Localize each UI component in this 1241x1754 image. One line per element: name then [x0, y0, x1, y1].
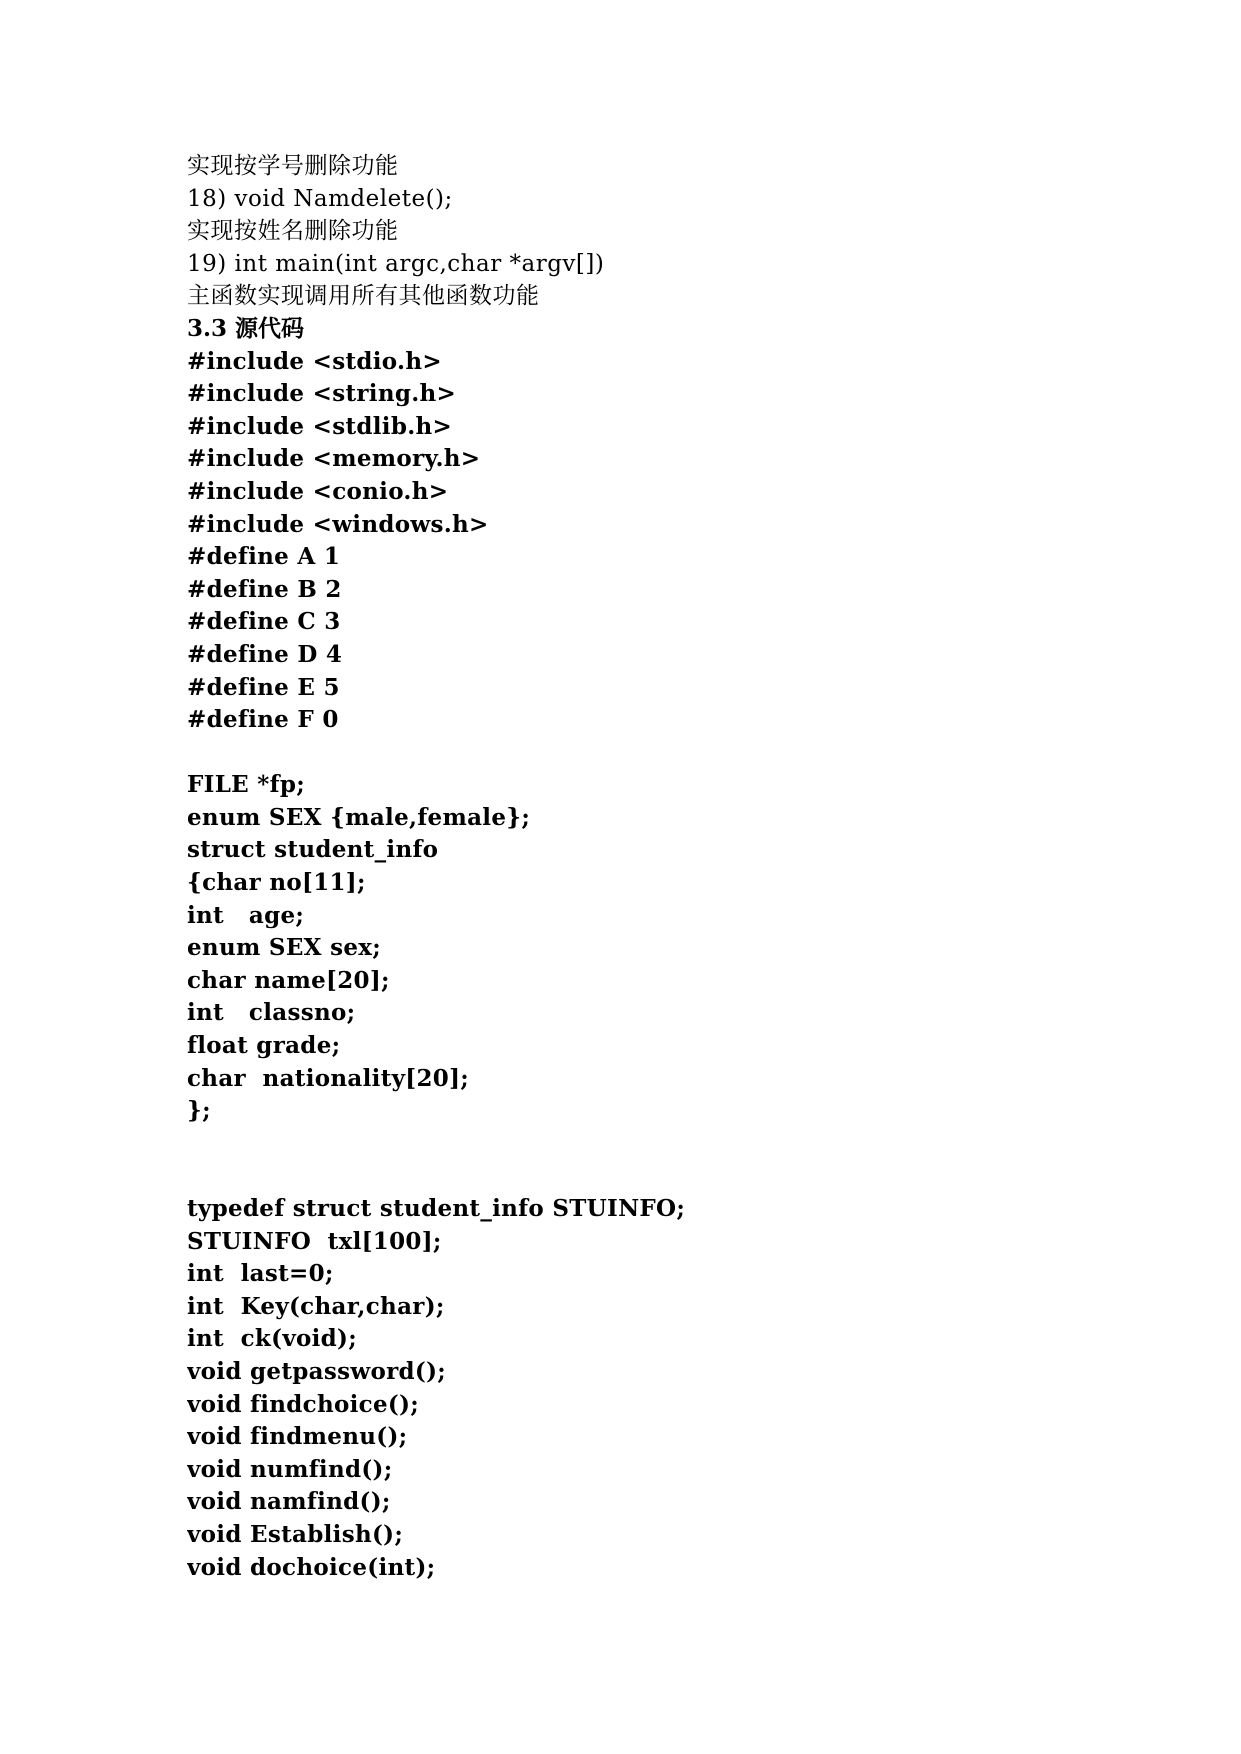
code-line: void findchoice(); [187, 1390, 420, 1418]
code-line: STUINFO txl[100]; [187, 1227, 442, 1255]
code-line: int last=0; [187, 1260, 334, 1288]
code-line: void Establish(); [187, 1520, 404, 1548]
code-line: #define D 4 [187, 640, 343, 668]
code-line: FILE *fp; [187, 771, 305, 799]
code-line: #include <stdlib.h> [187, 412, 453, 440]
code-line: #include <stdio.h> [187, 347, 442, 375]
code-line: float grade; [187, 1032, 341, 1060]
code-line: int age; [187, 901, 305, 929]
text-line: 实现按学号删除功能 [187, 153, 399, 179]
code-line: #include <memory.h> [187, 445, 481, 473]
code-line: enum SEX {male,female}; [187, 803, 531, 831]
section-heading: 3.3 源代码 [187, 314, 305, 342]
code-line: #define B 2 [187, 575, 342, 603]
text-line: 19) int main(int argc,char *argv[]) [187, 250, 605, 277]
blank-line [187, 1160, 1087, 1193]
blank-line [187, 1128, 1087, 1161]
blank-line [187, 737, 1087, 770]
code-line: int Key(char,char); [187, 1292, 445, 1320]
code-line: void namfind(); [187, 1488, 391, 1516]
code-line: char name[20]; [187, 966, 390, 994]
code-line: struct student_info [187, 836, 439, 864]
code-line: #include <string.h> [187, 380, 457, 408]
document-content [187, 150, 1087, 1584]
code-line: void dochoice(int); [187, 1553, 436, 1581]
code-line: enum SEX sex; [187, 934, 382, 962]
text-line: 主函数实现调用所有其他函数功能 [187, 283, 540, 310]
code-line: {char no[11]; [187, 869, 366, 897]
code-line: #define F 0 [187, 706, 339, 734]
code-line: int ck(void); [187, 1325, 358, 1353]
code-line: #include <conio.h> [187, 477, 449, 505]
code-line: void numfind(); [187, 1455, 393, 1483]
code-line: #define E 5 [187, 673, 340, 701]
code-line: #define A 1 [187, 543, 341, 571]
code-line: #include <windows.h> [187, 510, 489, 538]
text-line: 18) void Namdelete(); [187, 185, 453, 212]
text-line: 实现按姓名删除功能 [187, 218, 399, 245]
code-line: int classno; [187, 999, 356, 1027]
code-line: void findmenu(); [187, 1423, 408, 1451]
code-line: void getpassword(); [187, 1357, 447, 1385]
code-line: }; [187, 1097, 211, 1125]
code-line: char nationality[20]; [187, 1064, 470, 1092]
code-line: typedef struct student_info STUINFO; [187, 1195, 686, 1222]
code-line: #define C 3 [187, 608, 341, 636]
